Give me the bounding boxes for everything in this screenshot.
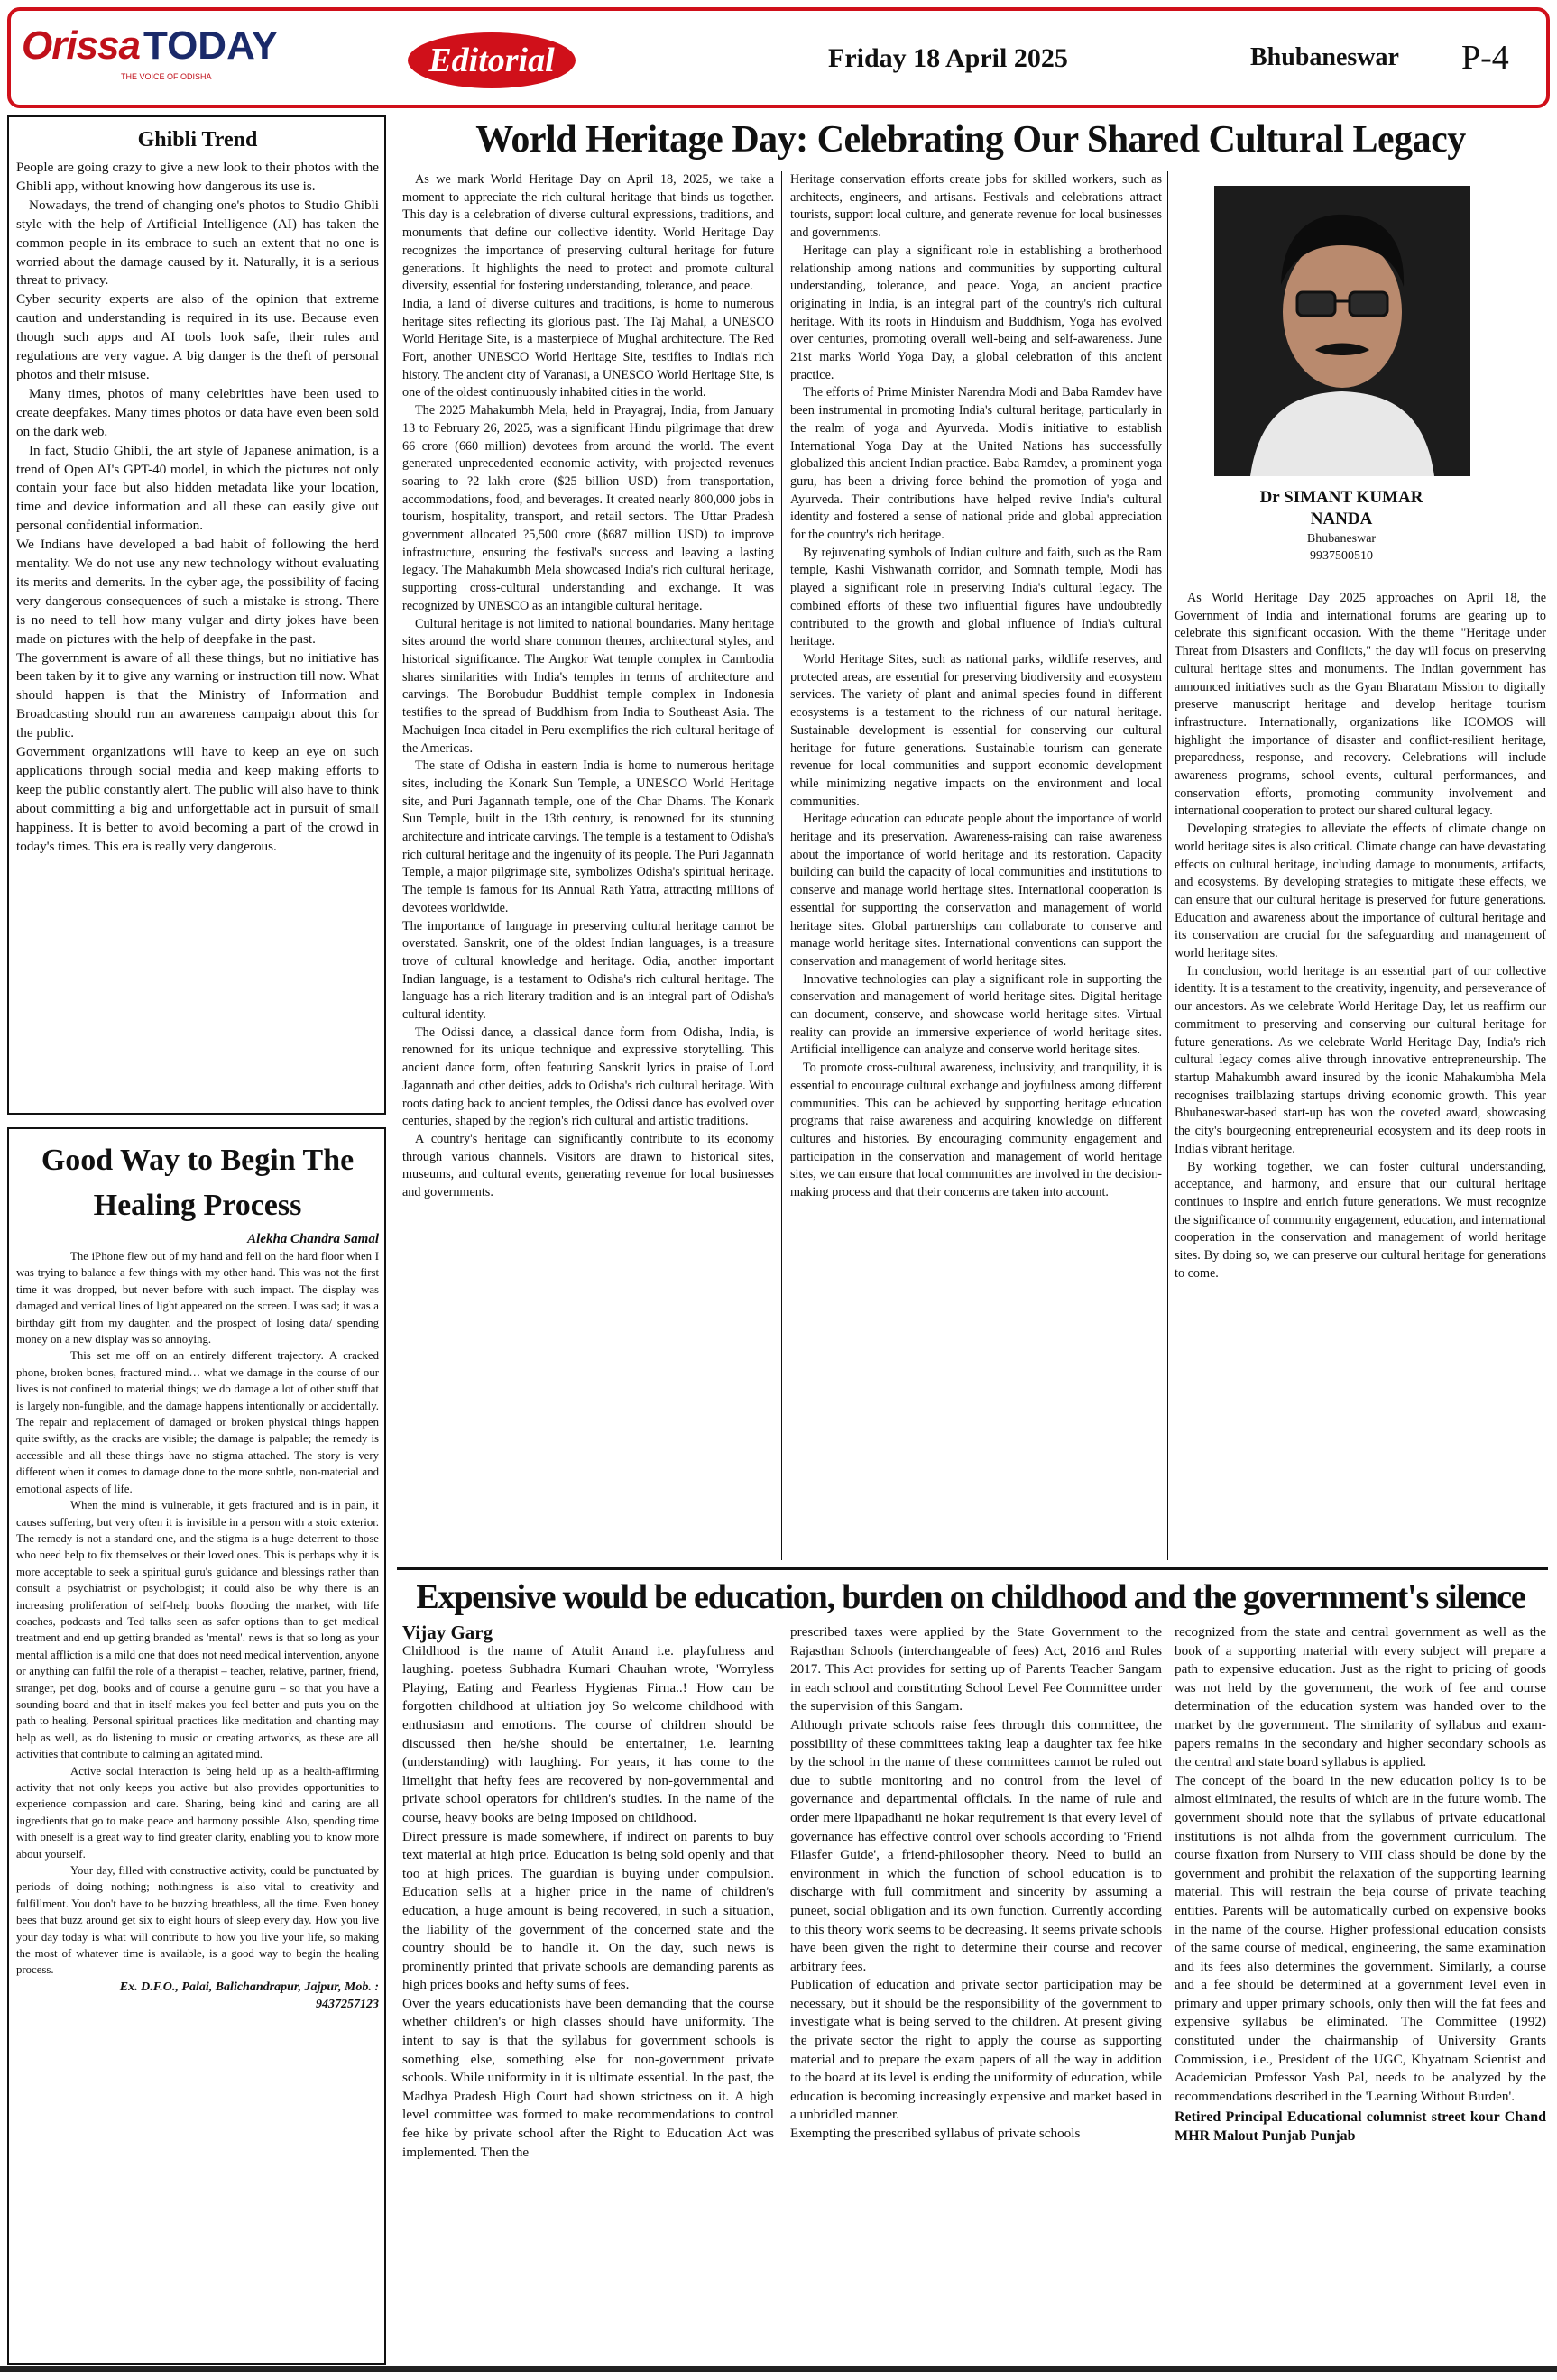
heritage-c2-p1: Heritage conservation efforts create jobs for skilled workers, such as architects, engineers, and artisans. Festivals and celebrations attract tourists, support local culture, and generate revenue for local businesses and governments. — [790, 172, 1162, 241]
heritage-col-3 — [1175, 590, 1546, 1558]
ghibli-para-5: In fact, Studio Ghibli, the art style of Japanese animation, is a trend of Open AI's GPT-40 model, in which the pictures not only contain your face but also hidden metadata like your location, time and device information and all these can easily give out personal confidential information. — [16, 442, 379, 534]
heritage-c3-p3: In conclusion, world heritage is an essential part of our collective identity. It is a testament to the creativity, ingenuity, and perseverance of our ancestors. As we celebrate World Heritage Day, let us reaffirm our commitment to preserving and conserving our cultural heritage for future generations. As we celebrate World Heritage Day, India's rich cultural legacy comes alive through innovative entrepreneurship. The startup Mahakumbh award insured by the iconic Mahakumbha Mela recognises trailblazing startups driving economic growth. This year Bhubaneswar-based start-up has won the coveted award, showcasing the city's bourgeoning entrepreneurial ecosystem and its deep roots in India's vibrant heritage. — [1175, 963, 1546, 1156]
ghibli-para-8: Government organizations will have to keep an eye on such applications through social media and keep making efforts to keep the public constantly alert. The public will also have to think about committing a big and unforgettable act in pursuit of small happiness. It is better to avoid becoming a part of the crowd in today's times. This era is really very dangerous. — [16, 744, 379, 854]
heritage-c2-p5: World Heritage Sites, such as national parks, wildlife reserves, and protected areas, are essential for preserving biodiversity and ecosystem services. The variety of plant and animal species found in different ecosystems is a testament to the richness of our natural heritage. Sustainable development is essential for conserving our cultural heritage for future generations. Sustainable tourism can generate revenue for local communities and support economic development while minimizing negative impacts on the environment and local communities. — [790, 651, 1162, 809]
education-c1-p1: Childhood is the name of Atulit Anand i.e. playfulness and laughing. poetess Subhadra Kumari Chauhan wrote, 'Worryless Playing, Eating and Fearless Hygienas Firna..! How can be forgotten childhood at ultiation joy So welcome childhood with enthusiasm and emotions. The course of children should be discussed then he/she should be entertainer, i.e. learning (understanding) with laughing. For years, it has come to the limelight that hefty fees are recovered by non-governmental and private school operators for children's studies. In the name of the course, heavy books are being imposed on childhood. — [402, 1642, 774, 1825]
author-portrait-icon — [1214, 186, 1470, 476]
heritage-c1-p1: As we mark World Heritage Day on April 18, 2025, we take a moment to appreciate the rich cultural heritage that binds us together. This day is a celebration of diverse cultural expressions, traditions, and monuments that define our collective identity. World Heritage Day recognizes the importance of preserving cultural heritage for future generations. It highlights the need to protect and promote cultural diversity, essential for fostering understanding, tolerance, and peace. — [402, 172, 774, 294]
heritage-c1-p6: The importance of language in preserving cultural heritage cannot be overstated. Sanskrit, one of the oldest Indian languages, is a treasure trove of cultural knowledge and heritage. Odia, another important Indian language, is a testament to Odisha's rich cultural heritage. The language has a rich literary tradition and is an integral part of Odisha's cultural identity. — [402, 918, 774, 1023]
healing-article — [16, 1138, 379, 2359]
heritage-c1-p7: The Odissi dance, a classical dance form from Odisha, India, is renowned for its unique technique and expressive storytelling. This ancient dance form, often featuring Sanskrit lyrics in praise of Lord Jagannath and other deities, adds to Odisha's rich cultural heritage. With roots dating back to ancient temples, the Odissi dance has evolved over centuries, shaped by the region's rich cultural and artistic traditions. — [402, 1025, 774, 1129]
heritage-col-2 — [790, 171, 1162, 1558]
education-c2-p4: Exempting the prescribed syllabus of private schools — [790, 2126, 1081, 2142]
heritage-c1-p5: The state of Odisha in eastern India is home to numerous heritage sites, including the Konark Sun Temple, a UNESCO World Heritage site, and Puri Jagannath temple, one of the Char Dhams. The Konark Sun Temple, built in the 13th century, is renowned for its stunning architecture and intricate carvings. The temple is a testament to Odisha's rich cultural heritage and the ingenuity of its people. The Puri Jagannath Temple, a major pilgrimage site, symbolizes Odisha's spiritual heritage. The temple is famous for its Annual Rath Yatra, attracting millions of devotees worldwide. — [402, 758, 774, 915]
healing-signature: Ex. D.F.O., Palai, Balichandrapur, Jajpur, Mob. : 9437257123 — [119, 1980, 379, 2011]
healing-para-4: Active social interaction is being held up as a health-affirming activity that not only keeps you active but also provides opportunities to experience compassion and care. Sharing, being kind and caring are all ingredients that go to make peace and harmony possible. Also, spending time with oneself is a great way to find greater clarity, enabling you to know more about yourself. — [16, 1764, 379, 1861]
heritage-headline: World Heritage Day: Celebrating Our Shared Cultural Legacy — [475, 119, 1466, 161]
issue-date: Friday 18 April 2025 — [828, 43, 1068, 73]
heritage-c2-p4: By rejuvenating symbols of Indian culture and faith, such as the Ram temple, Kashi Vishwanath corridor, and Somnath temple, Modi has played a significant role in preserving India's cultural legacy. The combined efforts of these two influential figures have undoubtedly contributed to the growth and global influence of India's cultural heritage. — [790, 545, 1162, 649]
logo-tagline: THE VOICE OF ODISHA — [121, 72, 212, 81]
heritage-col-1 — [402, 171, 774, 1558]
education-col-2 — [790, 1623, 1162, 2366]
ghibli-para-7: The government is aware of all these things, but no initiative has been taken by it to give any warning or instruction till now. What should happen is that the Ministry of Information and Broadcasting should run an awareness campaign about this for the public. — [16, 649, 379, 741]
author-name: Dr SIMANT KUMAR NANDA — [1259, 488, 1423, 528]
logo-main: Orissa — [22, 23, 140, 68]
healing-para-5: Your day, filled with constructive activity, could be punctuated by periods of doing nothing; nothingness is also vital to creativity and fulfillment. You don't have to be buzzing breathless, all the time. Even honey bees that buzz around get six to eight hours of sleep every day. How you live your day today is what will contribute to how you live your life, so making the most of whatever time is available, is a good way to begin the healing process. — [16, 1864, 379, 1977]
education-c3-p1: recognized from the state and central government as well as the book of a supporting material with every subject will prepare a path to expensive education. Just as the right to pricing of goods was not held by the government, the work of fee and course determination of the education system was handed over to the market by the government. The similarity of syllabus and exam-papers remains in the secondary and higher secondary schools as the central and state board syllabus is applied. — [1175, 1624, 1546, 1770]
heritage-c2-p3: The efforts of Prime Minister Narendra Modi and Baba Ramdev have been instrumental in promoting India's cultural heritage, particularly in the realm of yoga and Ayurveda. Modi's initiative to establish International Yoga Day at the United Nations has successfully globalized this ancient Indian practice. Baba Ramdev, a prominent yoga guru, has been a driving force behind the promotion of yoga and Ayurveda. Their contributions have helped revive India's cultural identity and fostered a sense of national pride and global appreciation for the country's rich heritage. — [790, 385, 1162, 543]
heritage-c2-p6: Heritage education can educate people about the importance of world heritage and its preservation. Awareness-raising can raise awareness about the importance of world heritage and its restoration. Capacity building can build the capacity of local communities and institutions to conserve and manage world heritage sites. International cooperation is essential for supporting the conservation and management of world heritage sites. Global partnerships can collaborate to conserve and manage world heritage sites. International conventions can support the conservation and management of world heritage sites. — [790, 812, 1162, 969]
education-c1-p3: Over the years educationists have been demanding that the course whether children's or high classes should have uniformity. The intent to say is that the syllabus for government schools is something else, something else for non-government private schools. While uniformity in it is ultimate essential. In the past, the Madhya Pradesh High Court had shown strictness on it. A high level committee was formed to make recommendations to control fee hike by private school after the Right to Education Act was implemented. Then the — [402, 1995, 774, 2160]
column-divider — [781, 171, 782, 1560]
ghibli-para-2: Nowadays, the trend of changing one's photos to Studio Ghibli style with the help of Artificial Intelligence (AI) has taken the common people in its embrace to such an extent that no one is worried about the damage caused by it. Naturally, it is a serious threat to privacy. — [16, 197, 379, 289]
heritage-c3-p2: Developing strategies to alleviate the effects of climate change on world heritage sites is also critical. Climate change can have devastating effects on cultural heritage, including damage to monuments, artifacts, and ecosystems. By developing strategies to mitigate these effects, we can ensure that our cultural heritage is preserved for future generations. Education and awareness about the importance of cultural heritage and its conservation are crucial for the safeguarding and management of world heritage sites. — [1175, 822, 1546, 961]
page-number: P-4 — [1461, 39, 1509, 77]
heritage-c3-p4: By working together, we can foster cultural understanding, acceptance, and harmony, and ensure that our cultural heritage continues to inspire and enrich future generations. We must recognize the significance of community engagement, education, and international cooperation in the conservation and management of world heritage sites. By doing so, we can preserve our cultural heritage for generations to come. — [1175, 1159, 1546, 1281]
education-c2-p2: Although private schools raise fees through this committee, the possibility of these committees taking leap a daughter tax fee hike by the school in the name of these committees cannot be ruled out due to subtle monitoring and no control from the level of governance and departmental officials. In the name of rule and order mere lipapadhanti ne hokar requirement is that every level of governance has effective control over schools according to 'Friend Filasfer Guide', a friend-philosopher theory. Need to build an environment in which the function of school education is to discharge with full commitment and sincerity by assuming a puneet, social obligation and its own function. Currently according to this theory work seems to be decreasing. It seems private schools have been given the right to determine their course and recover arbitrary fees. — [790, 1716, 1162, 1974]
healing-para-1: The iPhone flew out of my hand and fell on the hard floor when I was trying to balance a few things with my other hand. This was not the first time it was dropped, but never before with such impact. The display was damaged and vertical lines of light appeared on the screen. I was sad; it was a birthday gift from my daughter, and the prospect of losing data/ spending money on a new display was so annoying. — [16, 1250, 379, 1346]
education-col-3 — [1175, 1623, 1546, 2366]
heritage-c2-p7: Innovative technologies can play a significant role in supporting the conservation and management of world heritage sites. Digital heritage can document, conserve, and showcase world heritage sites. Virtual reality can provide an immersive experience of world heritage sites. Artificial intelligence can analyze and conserve world heritage sites. — [790, 971, 1162, 1058]
healing-author: Alekha Chandra Samal — [247, 1232, 379, 1246]
education-author: Vijay Garg — [402, 1623, 493, 1643]
section-rule — [397, 1567, 1548, 1570]
education-c3-p2: The concept of the board in the new education policy is to be almost eliminated, the results of which are in the future womb. The government should note that the syllabus of private educational institutions is not alhda from the government curriculum. The course fixation from Nursery to VIII class should be done by the government and prohibit the relaxation of the supporting learning material. This will restrain the beja course of private teaching entities. Parents will be automatically curbed on expensive books in the name of the course. Higher professional education consists of the same course of medical, engineering, the same examination and its fees also determines the government. Similarly, a course and a fee should be determined at a government level even in primary and upper primary schools, only then will the fat fees and expensive syllabus be eliminated. The Committee (1992) constituted under the chairmanship of University Grants Commission, i.e., President of the UGC, Khyatnam Scientist and Academician Professor Yash Pal, needs to be analyzed by the recommendations described in the 'Learning Without Burden'. — [1175, 1772, 1546, 2104]
author-city: Bhubaneswar — [1306, 532, 1377, 546]
column-divider — [1167, 171, 1168, 1560]
ghibli-para-1: People are going crazy to give a new look to their photos with the Ghibli app, without knowing how dangerous its use is. — [16, 160, 379, 194]
logo-second: TODAY — [143, 23, 279, 68]
education-c2-p1: prescribed taxes were applied by the State Government to the Rajasthan Schools (interchangeable of fees) Act, 2016 and Rules 2017. This Act provides for setting up of Parents Teacher Sangam in each school and constituting School Level Fee Committee under the supervision of this Sangam. — [790, 1624, 1162, 1714]
author-info — [1175, 487, 1508, 595]
ghibli-para-4: Many times, photos of many celebrities have been used to create deepfakes. Many times photos or data have even been sold on the dark web. — [16, 385, 379, 439]
education-headline: Expensive would be education, burden on childhood and the government's silence — [416, 1578, 1525, 1616]
heritage-c1-p2: India, a land of diverse cultures and traditions, is home to numerous heritage sites reflecting its glorious past. The Taj Mahal, a UNESCO World Heritage Site, is a masterpiece of Mughal architecture. The Red Fort, another UNESCO World Heritage Site, testifies to India's rich history. The ancient city of Varanasi, a UNESCO World Heritage Site, is one of the oldest continuously inhabited cities in the world. — [402, 296, 774, 400]
heritage-c3-p1: As World Heritage Day 2025 approaches on April 18, the Government of India and international forums are gearing up to celebrate this significant occasion. With the theme "Heritage under Threat from Disasters and Conflicts," the day will focus on preserving cultural heritage sites and monuments. The Indian government has announced initiatives such as the Gyan Bharatam Mission to digitally preserve manuscript heritage and develop heritage tourism infrastructure. Internationally, organizations like ICOMOS will highlight the importance of disaster and conflict-resilient heritage, preparedness, response, and recovery. Celebrations will include awareness programs, school events, cultural performances, and conservation efforts, promoting community involvement and international cooperation to protect our shared cultural legacy. — [1175, 591, 1546, 819]
education-c1-p2: Direct pressure is made somewhere, if indirect on parents to buy text material at high price. Education is being sold openly and that too at high prices. The guardian is buying under compulsion. Education sells at a higher price in the name of children's education, a huge amount is being recovered, in such a situation, the liability of the government of the concerned state and the country should be to handle it. On the day, such news is prominently printed that private schools are demanding parents as high prices books and hefty sums of fees. — [402, 1828, 774, 1993]
section-badge: Editorial — [408, 32, 576, 88]
heritage-c2-p8: To promote cross-cultural awareness, inclusivity, and tranquility, it is essential to encourage cultural exchange and joyfulness among different communities. This can be achieved by supporting heritage education programs that raise awareness and acquiring knowledge on different cultures and histories. By encouraging community engagement and participation in the conservation and management of world heritage sites, we can ensure that local communities are involved in the decision-making process and that their concerns are taken into account. — [790, 1061, 1162, 1200]
edition-city: Bhubaneswar — [1250, 43, 1399, 71]
page-bottom-rule — [0, 2366, 1557, 2372]
logo — [22, 23, 278, 69]
heritage-c1-p4: Cultural heritage is not limited to national boundaries. Many heritage sites around the world share common themes, architectural styles, and historical significance. The Angkor Wat temple complex in Cambodia shares similarities with India's temples in terms of architecture and carvings. The Borobudur Buddhist temple complex in Indonesia testifies to the spread of Buddhism from India to Southeast Asia. The Machuigen Inca citadel in Peru exemplifies the rich cultural heritage of the Americas. — [402, 616, 774, 756]
education-c2-p3: Publication of education and private sector participation may be necessary, but it should be the responsibility of the government to investigate what is being served to the children. At present giving the private sector the right to apply the course as supporting material and to prepare the exam papers of all the way in addition to the board at its level is ending the uniformity of education, while education is becoming increasingly expensive and market based in a unbridled manner. — [790, 1977, 1162, 2123]
author-phone: 9937500510 — [1310, 549, 1373, 563]
ghibli-title: Ghibli Trend — [137, 128, 258, 152]
heritage-c2-p2: Heritage can play a significant role in establishing a brotherhood relationship among nations and communities by supporting cultural understanding, tolerance, and peace. Yoga, an ancient practice originating in India, is an integral part of the country's rich cultural heritage. With its roots in Hinduism and Buddhism, Yoga has evolved over centuries, promoting overall well-being and self-awareness. June 21st marks World Yoga Day, a global celebration of this ancient practice. — [790, 243, 1162, 382]
healing-para-2: This set me off on an entirely different trajectory. A cracked phone, broken bones, fractured mind… what we damage in the course of our lives is not confined to material things; we do damage a lot of other stuff that is largely non-fungible, and the damage happens intentionally or accidentally. The repair and replacement of damaged or broken physical things happen quite swiftly, as the cracks are visible; the damage is palpable; the remedy is accessible and all these things have no stigma attached. The story is very different when it comes to damage done to the more subtle, non-material and emotional aspects of life. — [16, 1349, 379, 1495]
heritage-c1-p8: A country's heritage can significantly contribute to its economy through various channels. Visitors are drawn to historical sites, museums, and cultural events, generating revenue for local businesses and governments. — [402, 1131, 774, 1200]
ghibli-para-3: Cyber security experts are also of the opinion that extreme caution and understanding is required in its use. Because even though such apps and AI tools look safe, their rules and regulations are very vague. A big danger is the theft of personal photos and their misuse. — [16, 291, 379, 382]
education-col-1 — [402, 1623, 774, 2366]
healing-title: Good Way to Begin The Healing Process — [41, 1144, 355, 1222]
education-signature: Retired Principal Educational columnist street kour Chand MHR Malout Punjab Punjab — [1175, 2109, 1546, 2145]
healing-para-3: When the mind is vulnerable, it gets fractured and is in pain, it causes suffering, but very often it is invisible in a person with a stoic exterior. The remedy is not a standard one, and the stigma is a huge deterrent to those who need help to fix themselves or their loved ones. This is perhaps why it is more acceptable to seek a spiritual guru's guidance and blessings rather than consult a psychiatrist or psychologist; it could also be why there is an increasing proliferation of self-help books flooding the market, with life coaches, podcasts and Ted talks seen as safer options than to get medical treatment and end up getting branded as 'mental'. news is that so long as your mental affliction is a mild one that does not need medical intervention, anyone or anything can fulfil the role of a therapist – teacher, relative, partner, friend, stranger, pet dog, books and of course a genuine guru – so that you have a sounding board and that in itself makes you feel better and puts you on the path to healing. Personal spiritual practices like meditation and chanting may help as well, as do listening to music or creating artworks, as these are all activities that contribute to calming an agitated mind. — [16, 1499, 379, 1761]
heritage-c1-p3: The 2025 Mahakumbh Mela, held in Prayagraj, India, from January 13 to February 26, 2025, was a significant Hindu pilgrimage that drew 66 crore (660 million) devotees from around the world. The event generated unprecedented economic activity, with projected revenues soaring to ?2 lakh crore ($25 billion USD) from transportation, accommodations, food, and beverages. It created nearly 800,000 jobs in tourism, hospitality, transport, and retail sectors. The Uttar Pradesh government allocated ?5,500 crore ($687 million USD) to improve infrastructure, ensuring the festival's success and leaving a lasting legacy. The Mahakumbh Mela showcased India's rich cultural heritage, supporting cross-cultural understanding and exchange. It was recognized by UNESCO as an intangible cultural heritage. — [402, 403, 774, 613]
ghibli-article — [16, 124, 379, 1111]
author-photo — [1214, 186, 1470, 476]
ghibli-para-6: We Indians have developed a bad habit of following the herd mentality. We do not use any new technology without evaluating its merits and demerits. In the cyber age, the possibility of facing very dangerous consequences of such a mistake is strong. There is no need to tell how many vulgar and dirty jokes have been made on pictures with the help of deepfake in the past. — [16, 537, 379, 647]
